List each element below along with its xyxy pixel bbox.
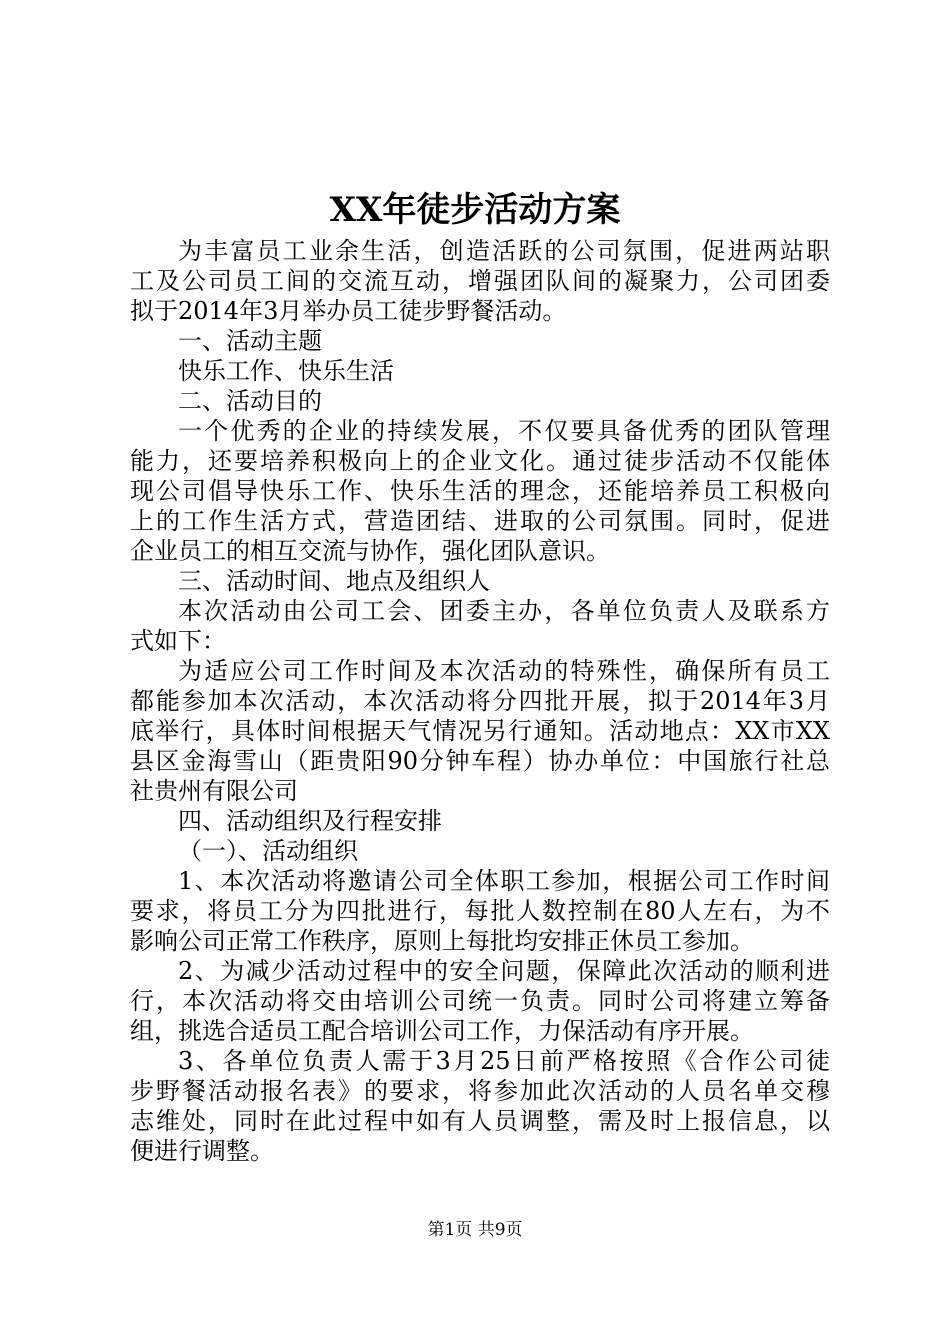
body-line: 都能参加本次活动，本次活动将分四批开展，拟于2014年3月 xyxy=(130,687,830,715)
body-line: 社贵州有限公司 xyxy=(130,777,298,805)
body-line: 影响公司正常工作秩序，原则上每批均安排正休员工参加。 xyxy=(130,927,754,955)
body-line: 要求，将员工分为四批进行，每批人数控制在80人左右，为不 xyxy=(130,897,830,925)
body-line: 上的工作生活方式，营造团结、进取的公司氛围。同时，促进 xyxy=(130,507,830,535)
body-line: 行，本次活动将交由培训公司统一负责。同时公司将建立筹备 xyxy=(130,987,830,1015)
body-line: 拟于2014年3月举办员工徒步野餐活动。 xyxy=(130,297,567,325)
body-line: 式如下： xyxy=(130,627,226,655)
body-line: 现公司倡导快乐工作、快乐生活的理念，还能培养员工积极向 xyxy=(130,477,830,505)
body-line: 本次活动由公司工会、团委主办，各单位负责人及联系方 xyxy=(178,597,830,625)
body-line: 二、活动目的 xyxy=(178,387,322,415)
body-line: 县区金海雪山（距贵阳90分钟车程）协办单位：中国旅行社总 xyxy=(130,747,830,775)
body-line: 三、活动时间、地点及组织人 xyxy=(178,567,490,595)
body-line: 工及公司员工间的交流互动，增强团队间的凝聚力，公司团委 xyxy=(130,267,830,295)
body-line: 快乐工作、快乐生活 xyxy=(178,357,394,385)
page-footer: 第1页 共9页 xyxy=(427,1220,523,1240)
document-body xyxy=(130,236,830,1166)
body-line: 步野餐活动报名表》的要求，将参加此次活动的人员名单交穆 xyxy=(130,1077,830,1105)
body-line: 组，挑选合适员工配合培训公司工作，力保活动有序开展。 xyxy=(130,1017,754,1045)
body-line: 能力，还要培养积极向上的企业文化。通过徒步活动不仅能体 xyxy=(130,447,830,475)
body-line: 便进行调整。 xyxy=(130,1137,274,1165)
body-line: 2、为减少活动过程中的安全问题，保障此次活动的顺利进 xyxy=(178,957,830,985)
body-line: 一个优秀的企业的持续发展，不仅要具备优秀的团队管理 xyxy=(178,417,830,445)
body-line: 志维处，同时在此过程中如有人员调整，需及时上报信息，以 xyxy=(130,1107,830,1135)
document-title: XX年徒步活动方案 xyxy=(329,190,621,230)
body-line: 一、活动主题 xyxy=(178,327,322,355)
body-line: 底举行，具体时间根据天气情况另行通知。活动地点：XX市XX xyxy=(130,717,830,745)
body-line: 3、各单位负责人需于3月25日前严格按照《合作公司徒 xyxy=(178,1047,830,1075)
body-line: 四、活动组织及行程安排 xyxy=(178,807,442,835)
body-line: 企业员工的相互交流与协作，强化团队意识。 xyxy=(130,537,610,565)
body-line: 为丰富员工业余生活，创造活跃的公司氛围，促进两站职 xyxy=(178,237,830,265)
body-line: 为适应公司工作时间及本次活动的特殊性，确保所有员工 xyxy=(178,657,830,685)
body-line: （一）、活动组织 xyxy=(178,837,358,865)
body-line: 1、本次活动将邀请公司全体职工参加，根据公司工作时间 xyxy=(178,867,830,895)
